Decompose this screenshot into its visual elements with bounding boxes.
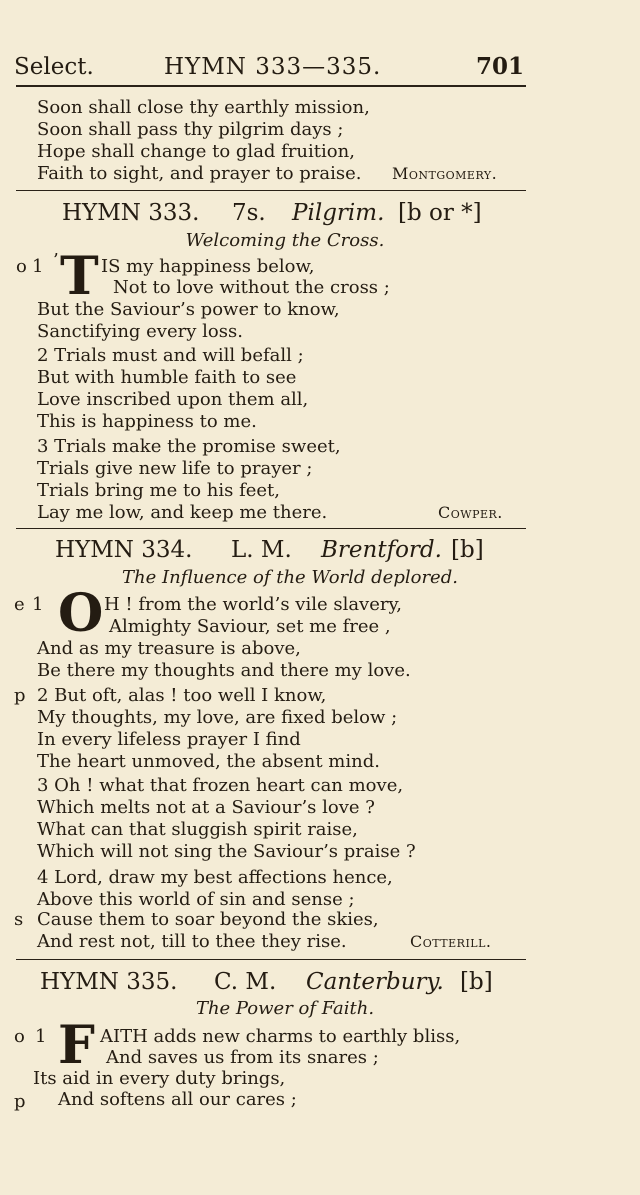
verse-line: And as my treasure is above,: [37, 638, 301, 659]
tune-name: Canterbury.: [306, 969, 444, 995]
verse-line: IS my happiness below,: [101, 256, 315, 277]
hymn-subtitle: The Power of Faith.: [195, 998, 375, 1019]
verse-line: 2 Trials must and will befall ;: [37, 345, 304, 366]
verse-line: Trials give new life to prayer ;: [37, 458, 313, 479]
verse-line: 3 Trials make the promise sweet,: [37, 436, 341, 457]
verse-line: 3 Oh ! what that frozen heart can move,: [37, 775, 404, 796]
section-rule: [16, 190, 526, 191]
verse-line: Sanctifying every loss.: [37, 321, 243, 342]
apostrophe: ’: [53, 250, 59, 271]
author-attribution: Cotterill.: [410, 932, 492, 951]
header-rule: [16, 85, 526, 87]
drop-cap: F: [58, 1015, 95, 1076]
hymn-subtitle: The Influence of the World deplored.: [122, 567, 458, 588]
hymn-number: HYMN 335.: [40, 969, 178, 995]
verse-line: AITH adds new charms to earthly bliss,: [100, 1026, 461, 1047]
verse-line: Its aid in every duty brings,: [33, 1068, 286, 1089]
dynamic-mark: o: [14, 1026, 25, 1047]
hymn-mark: [b]: [451, 537, 484, 563]
verse-line: Above this world of sin and sense ;: [37, 889, 355, 910]
verse-line: Which will not sing the Saviour’s praise ?: [37, 841, 416, 862]
drop-cap: O: [58, 583, 104, 644]
dynamic-mark: p: [14, 685, 26, 706]
verse-line: Be there my thoughts and there my love.: [37, 660, 411, 681]
verse-line: The heart unmoved, the absent mind.: [37, 751, 380, 772]
verse-line: Faith to sight, and prayer to praise.: [37, 163, 362, 184]
dynamic-mark: s: [14, 909, 24, 930]
tune-name: Pilgrim.: [292, 200, 385, 226]
author-attribution: Cowper.: [438, 503, 503, 522]
verse-line: Lay me low, and keep me there.: [37, 502, 328, 523]
verse-line: Hope shall change to glad fruition,: [37, 141, 355, 162]
verse-line: Almighty Saviour, set me free ,: [109, 616, 391, 637]
verse-line: Which melts not at a Saviour’s love ?: [37, 797, 375, 818]
verse-number: 1: [32, 594, 44, 615]
tune-name: Brentford.: [321, 537, 442, 563]
verse-line: Soon shall close thy earthly mission,: [37, 97, 370, 118]
verse-line: Trials bring me to his feet,: [37, 480, 280, 501]
section-label: Select.: [14, 54, 94, 80]
dynamic-mark: e: [14, 594, 25, 615]
verse-line: Not to love without the cross ;: [113, 277, 390, 298]
verse-line: 4 Lord, draw my best affections hence,: [37, 867, 393, 888]
verse-line: This is happiness to me.: [37, 411, 257, 432]
section-rule: [16, 528, 526, 529]
drop-cap: T: [60, 246, 99, 307]
verse-number: 1: [32, 256, 44, 277]
verse-line: Cause them to soar beyond the skies,: [37, 909, 379, 930]
verse-line: But with humble faith to see: [37, 367, 297, 388]
hymn-number: HYMN 333.: [62, 200, 200, 226]
verse-line: And saves us from its snares ;: [106, 1047, 379, 1068]
hymn-meter: 7s.: [232, 200, 266, 226]
hymn-number: HYMN 334.: [55, 537, 193, 563]
verse-number: 1: [35, 1026, 47, 1047]
page-number: 701: [475, 53, 524, 80]
hymn-meter: L. M.: [231, 537, 292, 563]
verse-line: Love inscribed upon them all,: [37, 389, 309, 410]
verse-line: And softens all our cares ;: [58, 1089, 297, 1110]
verse-line: In every lifeless prayer I find: [37, 729, 301, 750]
verse-line: My thoughts, my love, are fixed below ;: [37, 707, 398, 728]
author-attribution: Montgomery.: [392, 164, 498, 183]
verse-line: Soon shall pass thy pilgrim days ;: [37, 119, 344, 140]
dynamic-mark: p: [14, 1091, 26, 1112]
hymn-subtitle: Welcoming the Cross.: [185, 230, 385, 251]
hymn-range: HYMN 333—335.: [164, 54, 382, 80]
verse-line: H ! from the world’s vile slavery,: [104, 594, 402, 615]
verse-line: And rest not, till to thee they rise.: [37, 931, 347, 952]
hymn-meter: C. M.: [214, 969, 277, 995]
hymn-mark: [b]: [460, 969, 493, 995]
dynamic-mark: o: [16, 256, 27, 277]
verse-line: 2 But oft, alas ! too well I know,: [37, 685, 327, 706]
verse-line: What can that sluggish spirit raise,: [37, 819, 358, 840]
verse-line: But the Saviour’s power to know,: [37, 299, 340, 320]
section-rule: [16, 959, 526, 960]
hymn-mark: [b or *]: [398, 200, 482, 226]
